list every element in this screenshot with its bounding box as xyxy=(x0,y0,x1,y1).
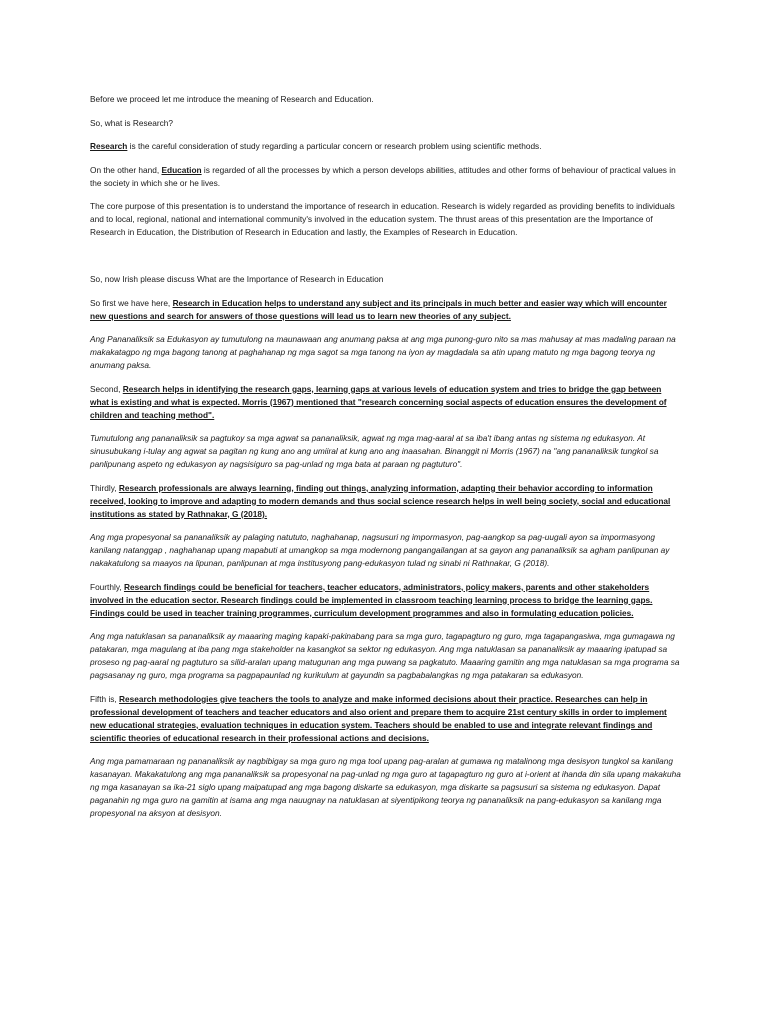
point-4 xyxy=(90,581,682,620)
point-5 xyxy=(90,693,682,745)
education-prefix: On the other hand, xyxy=(90,164,162,175)
research-question: So, what is Research? xyxy=(90,117,174,128)
point-3-lead: Thirdly, xyxy=(90,482,119,493)
education-definition-text: is regarded of all the processes by which a person develops abilities, attitudes and other forms of behaviour of practical values in the society in which she or he lives. xyxy=(90,164,676,188)
purpose-paragraph: The core purpose of this presentation is to understand the importance of research in education. Research is widely regarded as providing benefits to individuals and to local, regional, national and international community's involved in the education system. The thrust areas of this presentation are the Importance of Research in Education, the Distribution of Research in Education and lastly, the Examples of Research in Education. xyxy=(90,201,675,237)
point-5-statement: Research methodologies give teachers the tools to analyze and make informed decisions about their practice. Researches can help in professional development of teachers and teacher educators and also orient and prepare them to acquire 21st century skills in order to implement new educational strategies, evaluation techniques in education system. Teachers should be enabled to use and integrate relevant findings and scientific theories of educational research in their professional actions and decisions. xyxy=(90,693,667,743)
education-definition xyxy=(90,164,682,190)
point-2 xyxy=(90,383,682,422)
point-4-translation: Ang mga natuklasan sa pananaliksik ay maaaring maging kapaki-pakinabang para sa mga guro, tagapagturo ng guro, mga tagapangasiwa, mga gumagawa ng patakaran, mga magulang at iba pang mga stakeholder na kasangkot sa sektor ng edukasyon. Ang mga natuklasan sa pananaliksik ay maaaring ipatupad sa proseso ng pag-aaral ng pagtuturo sa silid-aralan upang matugunan ang mga puwang sa pagkatuto. Maaaring gamitin ang mga natuklasan sa mga programa sa pagsasanay ng guro, mga programa sa pagpapaunlad ng kurikulum at gayundin sa pagbabalangkas ng mga patakaran sa edukasyon. xyxy=(90,631,680,680)
point-3-statement: Research professionals are always learning, finding out things, analyzing information, adapting their behavior according to information received, looking to improve and adapting to modern demands and thus social science research helps in well being society, social and educational institutions as stated by Rathnakar, G (2018). xyxy=(90,482,671,519)
point-5-translation: Ang mga pamamaraan ng pananaliksik ay nagbibigay sa mga guro ng mga tool upang pag-aralan at gumawa ng matalinong mga desisyon tungkol sa kanilang kasanayan. Makakatulong ang mga pananaliksik sa propesyonal na pag-unlad ng mga guro at tagapagturo ng guro at i-orient at ihanda din sila upang makakuha ng mga kasanayan sa ika-21 siglo upang maipatupad ang mga bagong diskarte sa edukasyon, mga diskarte sa pagsusuri sa sistema ng edukasyon. Dapat paganahin ng mga guro na gamitin at isama ang mga nauugnay na natuklasan at siyentipikong teorya ng pananaliksik na pang-edukasyon sa kanilang mga propesyonal na aksyon at desisyon. xyxy=(90,756,681,818)
point-2-statement: Research helps in identifying the research gaps, learning gaps at various levels of education system and tries to bridge the gap between what is existing and what is expected. Morris (1967) mentioned that "research concerning social aspects of education ensures the development of children and teaching method". xyxy=(90,383,667,420)
point-4-lead: Fourthly, xyxy=(90,581,124,592)
point-3 xyxy=(90,482,682,521)
intro-paragraph: Before we proceed let me introduce the meaning of Research and Education. xyxy=(90,94,374,104)
point-3-translation: Ang mga propesyonal sa pananaliksik ay palaging natututo, naghahanap, nagsusuri ng impormasyon, pag-aangkop sa pag-uugali ayon sa impormasyong kanilang natanggap , naghahanap upang mapabuti at umangkop sa mga modernong pangangailangan at sa gayon ang pananaliksik sa agham panlipunan ay nakakatulong sa maayos na lipunan, panlipunan at mga institusyong pang-edukasyon tulad ng sinabi ni Rathnakar, G (2018). xyxy=(90,532,670,568)
research-term: Research xyxy=(90,141,128,151)
point-1-translation: Ang Pananaliksik sa Edukasyon ay tumutulong na maunawaan ang anumang paksa at ang mga punong-guro nito sa mas mahusay at mas madaling paraan na makakatagpo ng mga bagong tanong at paghahanap ng mga sagot sa mga tanong na iyon ay magdadala sa atin upang matuto ng mga bagong teorya ng anumang paksa. xyxy=(90,334,676,370)
point-1 xyxy=(90,297,682,323)
research-definition-text: is the careful consideration of study regarding a particular concern or research problem using scientific methods. xyxy=(127,141,542,151)
point-2-translation: Tumutulong ang pananaliksik sa pagtukoy sa mga agwat sa pananaliksik, agwat ng mga mag-aaral at sa iba't ibang antas ng sistema ng edukasyon. At sinusubukang i-tulay ang agwat sa pagitan ng kung ano ang umiiral at kung ano ang inaasahan. Binanggit ni Morris (1967) na "ang pananaliksik tungkol sa panlipunang aspeto ng edukasyon ay nagsisiguro sa pag-unlad ng mga bata at paraan ng pagtuturo". xyxy=(90,433,659,469)
education-term: Education xyxy=(161,164,202,175)
research-definition xyxy=(90,140,682,153)
point-1-statement: Research in Education helps to understand any subject and its principals in much better and easier way which will encounter new questions and search for answers of those questions will lead us to learn new theories of any subject. xyxy=(90,297,667,321)
transition-paragraph: So, now Irish please discuss What are the Importance of Research in Education xyxy=(90,274,384,284)
point-4-statement: Research findings could be beneficial for teachers, teacher educators, administrators, policy makers, parents and other stakeholders involved in the education sector. Research findings could be implemented in classroom teaching learning process to bridge the learning gaps. Findings could be used in teacher training programmes, curriculum development programmes and also in formulating education policies. xyxy=(90,581,653,618)
point-1-lead: So first we have here, xyxy=(90,297,173,308)
point-5-lead: Fifth is, xyxy=(90,693,120,704)
point-2-lead: Second, xyxy=(90,383,123,394)
document-page xyxy=(90,93,682,831)
